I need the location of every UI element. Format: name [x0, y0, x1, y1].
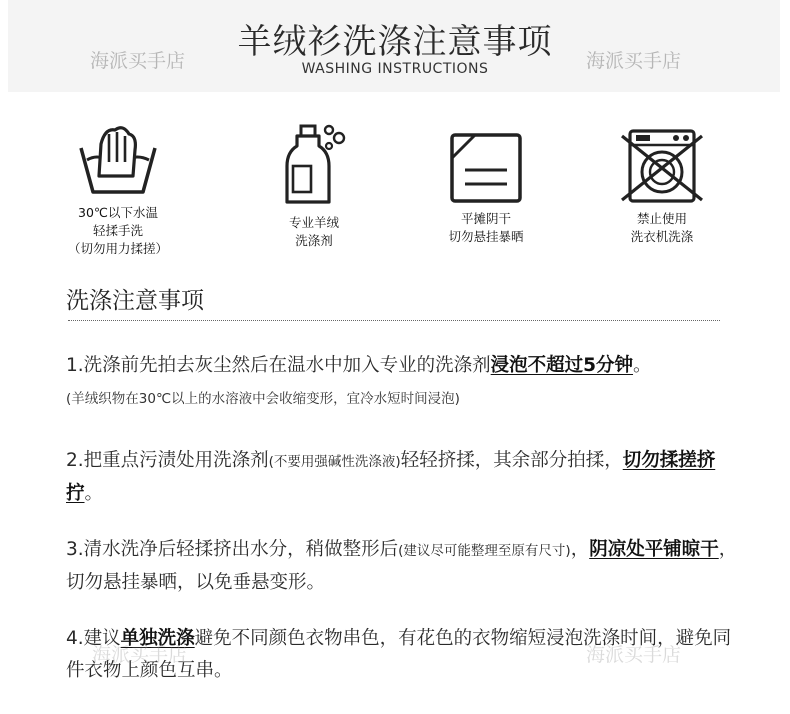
watermark-right: 海派买手店: [586, 644, 682, 666]
detergent-label: 专业羊绒 洗涤剂: [288, 215, 339, 248]
step-1: [66, 350, 746, 382]
shop-watermark-left: 海派买手店: [90, 50, 186, 72]
step-3-end: ，切勿悬挂暴晒，以免垂悬变形。: [66, 539, 738, 593]
care-item-detergent: [266, 122, 362, 250]
step-4-end: 避免不同颜色衣物串色，有花色的衣物缩短浸泡洗涤时间，避免同件衣物上颜色互串。: [66, 628, 732, 681]
step-3-text-2: ，: [570, 539, 590, 560]
step-1-end: 。: [633, 355, 652, 376]
shop-watermark-right: 海派买手店: [586, 50, 682, 72]
step-2-note: (不要用强碱性洗涤液): [268, 454, 401, 470]
dry-flat-label: 平摊阴干 切勿悬挂暴晒: [448, 211, 524, 244]
hand-wash-label: 30℃以下水温 轻揉手洗 （切勿用力揉搓）: [67, 205, 168, 256]
step-1-note: (羊绒织物在30℃以上的水溶液中会收缩变形，宜冷水短时间浸泡): [66, 391, 460, 407]
section-heading: 洗涤注意事项: [66, 288, 204, 314]
page-title: 羊绒衫洗涤注意事项: [237, 22, 553, 62]
step-2-emphasis: 切勿揉搓挤拧: [66, 450, 716, 504]
section-divider: [68, 320, 720, 321]
no-machine-wash-icon: [620, 128, 704, 204]
care-item-no-machine: [612, 128, 712, 246]
page-subtitle: WASHING INSTRUCTIONS: [301, 61, 489, 77]
step-3-emphasis: 阴凉处平铺晾干: [589, 539, 719, 560]
care-item-dry-flat: [432, 132, 540, 246]
dry-flat-shade-icon: [449, 132, 523, 204]
no-machine-label: 禁止使用 洗衣机洗涤: [630, 211, 694, 244]
hand-wash-icon: [75, 120, 161, 198]
step-1-emphasis: 浸泡不超过5分钟: [490, 355, 634, 376]
step-3-note: (建议尽可能整理至原有尺寸): [398, 543, 571, 559]
step-2-text: 2.把重点污渍处用洗涤剂: [66, 450, 269, 471]
step-4-text: 4.建议: [66, 628, 121, 649]
step-4-emphasis: 单独洗涤: [120, 628, 195, 649]
step-2-end: 。: [84, 483, 104, 504]
step-3-text: 3.清水洗净后轻揉挤出水分，稍做整形后: [66, 539, 399, 560]
step-1-text: 1.洗涤前先拍去灰尘然后在温水中加入专业的洗涤剂: [66, 355, 491, 376]
detergent-bottle-icon: [279, 122, 349, 208]
step-3: [66, 534, 746, 599]
care-item-hand-wash: [62, 120, 174, 258]
watermark-left: 海派买手店: [92, 644, 188, 666]
step-2: [66, 445, 746, 510]
step-2-text-2: 轻轻挤揉，其余部分拍揉，: [400, 450, 623, 471]
